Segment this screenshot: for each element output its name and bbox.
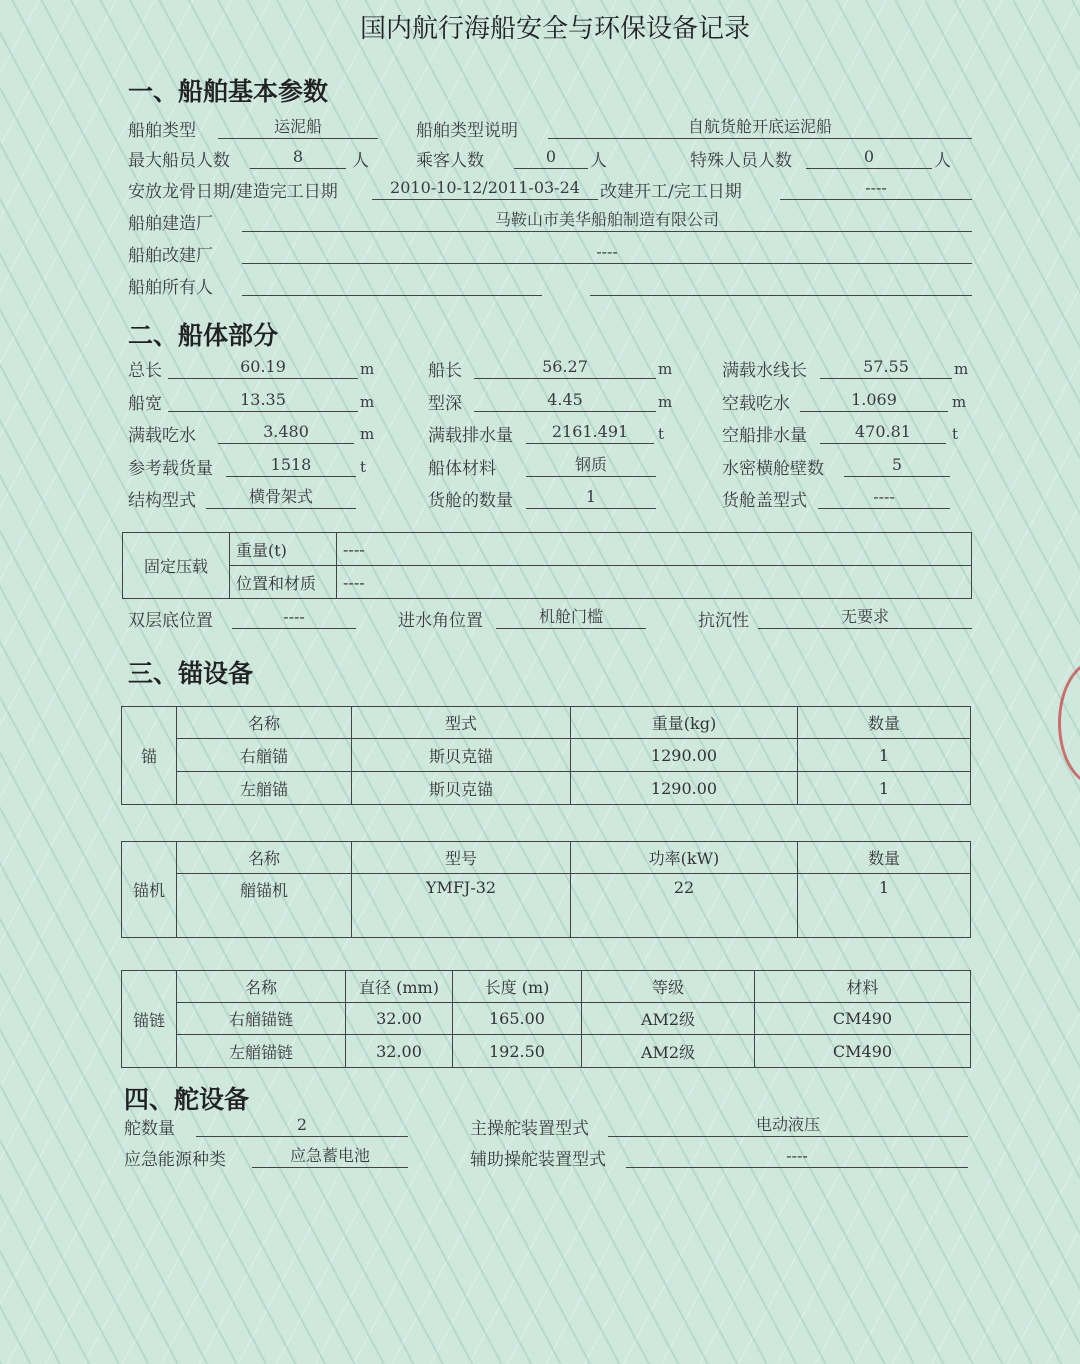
light-draft-unit: m (952, 393, 967, 411)
ballast-position-value: ---- (337, 566, 972, 599)
depth-value: 4.45 (474, 389, 656, 412)
length-unit: m (658, 360, 673, 378)
aux-steering-label: 辅助操舵装置型式 (470, 1150, 606, 1170)
ballast-weight-label: 重量(t) (230, 533, 337, 566)
ballast-label: 固定压载 (123, 533, 230, 599)
waterline-unit: m (954, 360, 969, 378)
chain-cell: CM490 (755, 1003, 971, 1035)
rebuilder-label: 船舶改建厂 (128, 246, 213, 266)
rudder-count-value: 2 (196, 1114, 408, 1137)
structure-label: 结构型式 (128, 491, 196, 511)
anchor-group-label: 锚 (122, 707, 177, 805)
double-bottom-value: ---- (232, 606, 356, 629)
chain-cell: 32.00 (346, 1035, 453, 1068)
length-value: 56.27 (474, 356, 656, 379)
unsinkability-label: 抗沉性 (698, 611, 749, 631)
loa-value: 60.19 (168, 356, 358, 379)
windlass-cell: YMFJ-32 (352, 874, 571, 938)
holds-label: 货舱的数量 (428, 491, 513, 511)
breadth-value: 13.35 (168, 389, 358, 412)
builder-value: 马鞍山市美华船舶制造有限公司 (242, 209, 972, 232)
anchor-header: 重量(kg) (571, 707, 798, 739)
ref-cargo-label: 参考载货量 (128, 459, 213, 479)
owner-line (242, 273, 542, 296)
loa-label: 总长 (128, 361, 162, 381)
depth-label: 型深 (428, 394, 462, 414)
anchor-cell: 右艏锚 (177, 739, 352, 772)
ballast-table (122, 532, 972, 599)
crew-unit: 人 (352, 151, 369, 171)
unsinkability-value: 无要求 (758, 606, 972, 629)
ballast-position-label: 位置和材质 (230, 566, 337, 599)
chain-header: 材料 (755, 971, 971, 1003)
bulkhead-value: 5 (844, 454, 950, 477)
anchor-cell: 1 (798, 739, 971, 772)
structure-value: 横骨架式 (206, 486, 356, 509)
chain-cell: 左艏锚链 (177, 1035, 346, 1068)
holds-value: 1 (526, 486, 656, 509)
loa-unit: m (360, 360, 375, 378)
windlass-cell: 22 (571, 874, 798, 938)
windlass-header: 型号 (352, 842, 571, 874)
windlass-header: 数量 (798, 842, 971, 874)
chain-cell: CM490 (755, 1035, 971, 1068)
light-displacement-value: 470.81 (820, 421, 946, 444)
rebuild-date-label: 改建开工/完工日期 (600, 182, 742, 202)
ship-type-desc-value: 自航货舱开底运泥船 (548, 116, 972, 139)
breadth-unit: m (360, 393, 375, 411)
chain-cell: AM2级 (582, 1035, 755, 1068)
anchor-table (121, 706, 971, 805)
windlass-cell: 艏锚机 (177, 874, 352, 938)
anchor-cell: 斯贝克锚 (352, 739, 571, 772)
chain-header: 长度 (m) (453, 971, 582, 1003)
light-displacement-unit: t (952, 425, 959, 443)
emergency-power-value: 应急蓄电池 (252, 1145, 408, 1168)
emergency-power-label: 应急能源种类 (124, 1150, 226, 1170)
section-heading-basic: 一、船舶基本参数 (128, 77, 329, 106)
main-steering-value: 电动液压 (608, 1114, 968, 1137)
anchor-cell: 左艏锚 (177, 772, 352, 805)
length-label: 船长 (428, 361, 462, 381)
chain-cell: AM2级 (582, 1003, 755, 1035)
ref-cargo-unit: t (360, 458, 367, 476)
windlass-group-label: 锚机 (122, 842, 177, 938)
special-label: 特殊人员人数 (690, 151, 792, 171)
anchor-cell: 1 (798, 772, 971, 805)
full-draft-value: 3.480 (218, 421, 354, 444)
chain-group-label: 锚链 (122, 971, 177, 1068)
light-displacement-label: 空船排水量 (722, 426, 807, 446)
chain-header: 直径 (mm) (346, 971, 453, 1003)
hatch-value: ---- (818, 486, 950, 509)
chain-table (121, 970, 971, 1068)
aux-steering-value: ---- (626, 1145, 968, 1168)
section-heading-rudder: 四、舵设备 (124, 1085, 250, 1114)
rebuild-date-value: ---- (780, 177, 972, 200)
waterline-label: 满载水线长 (722, 361, 807, 381)
owner-label: 船舶所有人 (128, 278, 213, 298)
double-bottom-label: 双层底位置 (128, 611, 213, 631)
ref-cargo-value: 1518 (226, 454, 356, 477)
chain-header: 名称 (177, 971, 346, 1003)
passenger-unit: 人 (590, 151, 607, 171)
rudder-count-label: 舵数量 (124, 1119, 175, 1139)
full-draft-unit: m (360, 425, 375, 443)
chain-cell: 右艏锚链 (177, 1003, 346, 1035)
rebuilder-value: ---- (242, 241, 972, 264)
special-unit: 人 (934, 151, 951, 171)
ship-type-value: 运泥船 (218, 116, 378, 139)
crew-value: 8 (250, 146, 346, 169)
full-displacement-value: 2161.491 (526, 421, 654, 444)
keel-date-label: 安放龙骨日期/建造完工日期 (128, 182, 338, 202)
waterline-value: 57.55 (820, 356, 952, 379)
flood-angle-value: 机舱门槛 (496, 606, 646, 629)
anchor-cell: 1290.00 (571, 772, 798, 805)
light-draft-label: 空载吃水 (722, 394, 790, 414)
windlass-table (121, 841, 971, 938)
anchor-header: 名称 (177, 707, 352, 739)
chain-cell: 192.50 (453, 1035, 582, 1068)
document-title: 国内航行海船安全与环保设备记录 (360, 14, 751, 44)
ship-type-desc-label: 船舶类型说明 (416, 121, 518, 141)
light-draft-value: 1.069 (800, 389, 948, 412)
hatch-label: 货舱盖型式 (722, 491, 807, 511)
special-value: 0 (806, 146, 932, 169)
anchor-header: 数量 (798, 707, 971, 739)
keel-date-value: 2010-10-12/2011-03-24 (372, 177, 598, 200)
section-heading-anchor: 三、锚设备 (128, 659, 254, 688)
full-draft-label: 满载吃水 (128, 426, 196, 446)
windlass-header: 名称 (177, 842, 352, 874)
hull-material-value: 钢质 (526, 454, 656, 477)
hull-material-label: 船体材料 (428, 459, 496, 479)
crew-label: 最大船员人数 (128, 151, 230, 171)
passenger-value: 0 (514, 146, 588, 169)
chain-cell: 32.00 (346, 1003, 453, 1035)
owner-line-2 (590, 273, 972, 296)
depth-unit: m (658, 393, 673, 411)
anchor-cell: 斯贝克锚 (352, 772, 571, 805)
chain-cell: 165.00 (453, 1003, 582, 1035)
red-seal-stamp (1058, 660, 1080, 786)
main-steering-label: 主操舵装置型式 (470, 1119, 589, 1139)
section-heading-hull: 二、船体部分 (128, 321, 279, 350)
anchor-cell: 1290.00 (571, 739, 798, 772)
chain-header: 等级 (582, 971, 755, 1003)
windlass-header: 功率(kW) (571, 842, 798, 874)
flood-angle-label: 进水角位置 (398, 611, 483, 631)
windlass-cell: 1 (798, 874, 971, 938)
breadth-label: 船宽 (128, 394, 162, 414)
ship-type-label: 船舶类型 (128, 121, 196, 141)
full-displacement-unit: t (658, 425, 665, 443)
full-displacement-label: 满载排水量 (428, 426, 513, 446)
builder-label: 船舶建造厂 (128, 214, 213, 234)
bulkhead-label: 水密横舱壁数 (722, 459, 824, 479)
ballast-weight-value: ---- (337, 533, 972, 566)
anchor-header: 型式 (352, 707, 571, 739)
passenger-label: 乘客人数 (416, 151, 484, 171)
